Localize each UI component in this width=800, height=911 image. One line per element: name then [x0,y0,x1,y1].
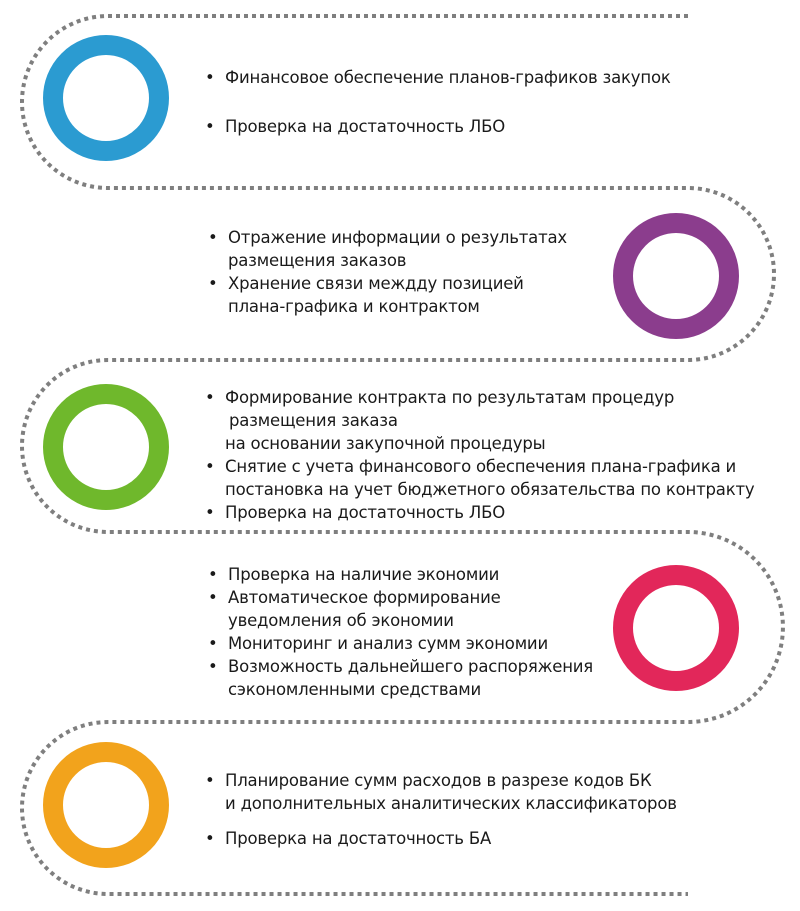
stage-3-item-1-line-3: на основании закупочной процедуры [225,434,546,453]
stage-4-list [208,563,593,701]
stage-4-item-1-line-1: • Проверка на наличие экономии [228,565,500,584]
stage-4-item-3 [208,632,593,655]
stage-2-ring-icon [613,213,739,339]
stage-3-item-1 [205,386,754,455]
stage-1-item-1 [205,66,671,89]
stage-3-ring-icon [43,384,169,510]
stage-5-item-1 [205,769,677,815]
stage-3-item-1-line-2: размещения заказа [229,411,398,430]
stage-4-item-4 [208,655,593,701]
stage-1-item-2-line-1: • Проверка на достаточность ЛБО [225,117,505,136]
stage-1-item-2 [205,115,671,138]
stage-4-ring-icon [613,565,739,691]
stage-3-list [205,386,754,524]
stage-5-item-1-line-2: и дополнительных аналитических классификаторов [225,794,677,813]
stage-5-ring-icon [43,742,169,868]
stage-3-item-3 [205,501,754,524]
stage-2-item-2-line-2: плана-графика и контрактом [228,297,480,316]
stage-4-item-2-line-2: уведомления об экономии [228,611,454,630]
stage-5-item-1-line-1: • Планирование сумм расходов в разрезе кодов БК [225,771,652,790]
stage-1-ring-icon [43,35,169,161]
stage-2-item-1-line-1: • Отражение информации о результатах [228,228,567,247]
stage-4-item-4-line-2: сэкономленными средствами [228,680,482,699]
stage-5-item-2-line-1: • Проверка на достаточность БА [225,829,492,848]
stage-4-item-4-line-1: • Возможность дальнейшего распоряжения [228,657,594,676]
stage-3-item-1-line-1: • Формирование контракта по результатам процедур [225,388,675,407]
stage-1-list [205,66,671,138]
stage-2-item-2 [208,272,567,318]
stage-2-list [208,226,567,318]
stage-4-item-2 [208,586,593,632]
stage-4-item-2-line-1: • Автоматическое формирование [228,588,501,607]
stage-3-item-3-line-1: • Проверка на достаточность ЛБО [225,503,505,522]
stage-4-item-1 [208,563,593,586]
stage-3-item-2 [205,455,754,501]
stage-4-item-3-line-1: • Мониторинг и анализ сумм экономии [228,634,548,653]
stage-1-item-1-line-1: • Финансовое обеспечение планов-графиков закупок [225,68,671,87]
stage-5-item-2 [205,827,677,850]
stage-3-item-2-line-2: постановка на учет бюджетного обязательства по контракту [225,480,755,499]
stage-5-list [205,769,677,850]
stage-2-item-1 [208,226,567,272]
stage-3-item-2-line-1: • Снятие с учета финансового обеспечения плана-графика и [225,457,737,476]
stage-2-item-2-line-1: • Хранение связи междду позицией [228,274,524,293]
stage-2-item-1-line-2: размещения заказов [228,251,407,270]
